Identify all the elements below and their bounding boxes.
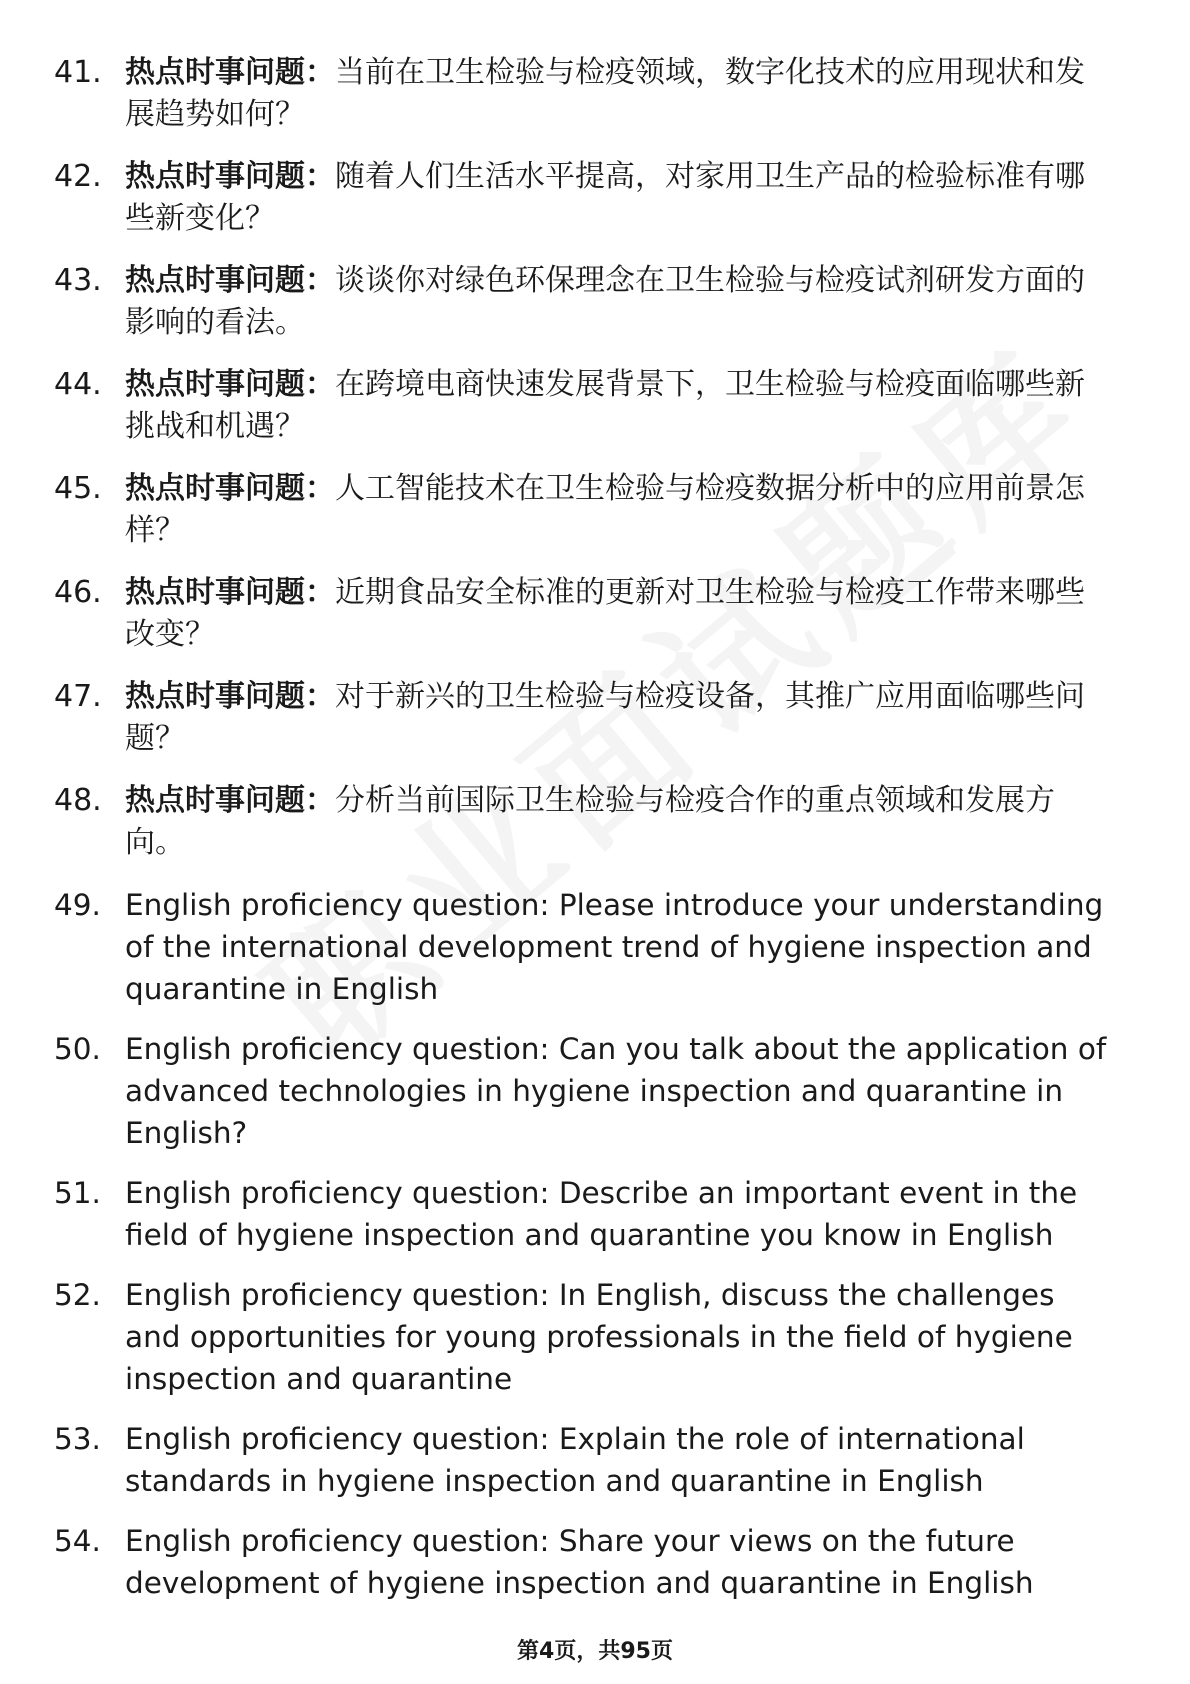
item-text: 随着人们生活水平提高，对家用卫生产品的检验标准有哪些新变化？	[125, 159, 1085, 236]
item-number: 52.	[54, 1278, 101, 1312]
list-item	[54, 1520, 1114, 1604]
item-text: 人工智能技术在卫生检验与检疫数据分析中的应用前景怎样？	[125, 471, 1085, 548]
item-text: 当前在卫生检验与检疫领域，数字化技术的应用现状和发展趋势如何？	[125, 55, 1085, 132]
item-text: 对于新兴的卫生检验与检疫设备，其推广应用面临哪些问题？	[125, 679, 1085, 756]
item-number: 47.	[54, 679, 102, 714]
item-number: 48.	[54, 783, 102, 818]
item-number: 41.	[54, 55, 102, 90]
item-label: 热点时事问题：	[125, 471, 335, 506]
item-text: 分析当前国际卫生检验与检疫合作的重点领域和发展方向。	[125, 783, 1055, 860]
item-text: 在跨境电商快速发展背景下，卫生检验与检疫面临哪些新挑战和机遇？	[125, 367, 1085, 444]
item-text: 近期食品安全标准的更新对卫生检验与检疫工作带来哪些改变？	[125, 575, 1085, 652]
item-label: 热点时事问题：	[125, 263, 335, 298]
item-number: 49.	[54, 888, 101, 922]
item-number: 54.	[54, 1524, 101, 1558]
list-item	[54, 260, 1114, 344]
list-item	[54, 1028, 1114, 1154]
item-label: 热点时事问题：	[125, 575, 335, 610]
item-text: English proficiency question: Describe an important event in the field of hygiene inspection and quarantine you know in English	[125, 1176, 1078, 1252]
list-item	[54, 52, 1114, 136]
list-item	[54, 884, 1114, 1010]
item-number: 50.	[54, 1032, 101, 1066]
item-text: English proficiency question: Explain the role of international standards in hygiene inspection and quarantine in English	[125, 1422, 1025, 1498]
list-item	[54, 780, 1114, 864]
item-text: 谈谈你对绿色环保理念在卫生检验与检疫试剂研发方面的影响的看法。	[125, 263, 1085, 340]
item-label: 热点时事问题：	[125, 159, 335, 194]
item-number: 46.	[54, 575, 102, 610]
item-number: 45.	[54, 471, 102, 506]
page-footer: 第4页，共95页	[517, 1639, 673, 1664]
list-item	[54, 468, 1114, 552]
question-list	[54, 52, 1114, 1622]
item-number: 43.	[54, 263, 102, 298]
item-number: 51.	[54, 1176, 101, 1210]
item-label: 热点时事问题：	[125, 679, 335, 714]
list-item	[54, 156, 1114, 240]
item-text: English proficiency question: Can you talk about the application of advanced technologies in hygiene inspection and quarantine in English?	[125, 1032, 1107, 1150]
item-text: English proficiency question: Please introduce your understanding of the international development trend of hygiene inspection and quarantine in English	[125, 888, 1104, 1006]
item-number: 44.	[54, 367, 102, 402]
list-item	[54, 676, 1114, 760]
item-text: English proficiency question: Share your views on the future development of hygiene inspection and quarantine in English	[125, 1524, 1034, 1600]
item-number: 42.	[54, 159, 102, 194]
list-item	[54, 572, 1114, 656]
list-item	[54, 1418, 1114, 1502]
item-label: 热点时事问题：	[125, 55, 335, 90]
list-item	[54, 1274, 1114, 1400]
item-label: 热点时事问题：	[125, 367, 335, 402]
list-item	[54, 1172, 1114, 1256]
item-text: English proficiency question: In English, discuss the challenges and opportunities for young professionals in the field of hygiene inspection and quarantine	[125, 1278, 1073, 1396]
list-item	[54, 364, 1114, 448]
item-number: 53.	[54, 1422, 101, 1456]
item-label: 热点时事问题：	[125, 783, 335, 818]
